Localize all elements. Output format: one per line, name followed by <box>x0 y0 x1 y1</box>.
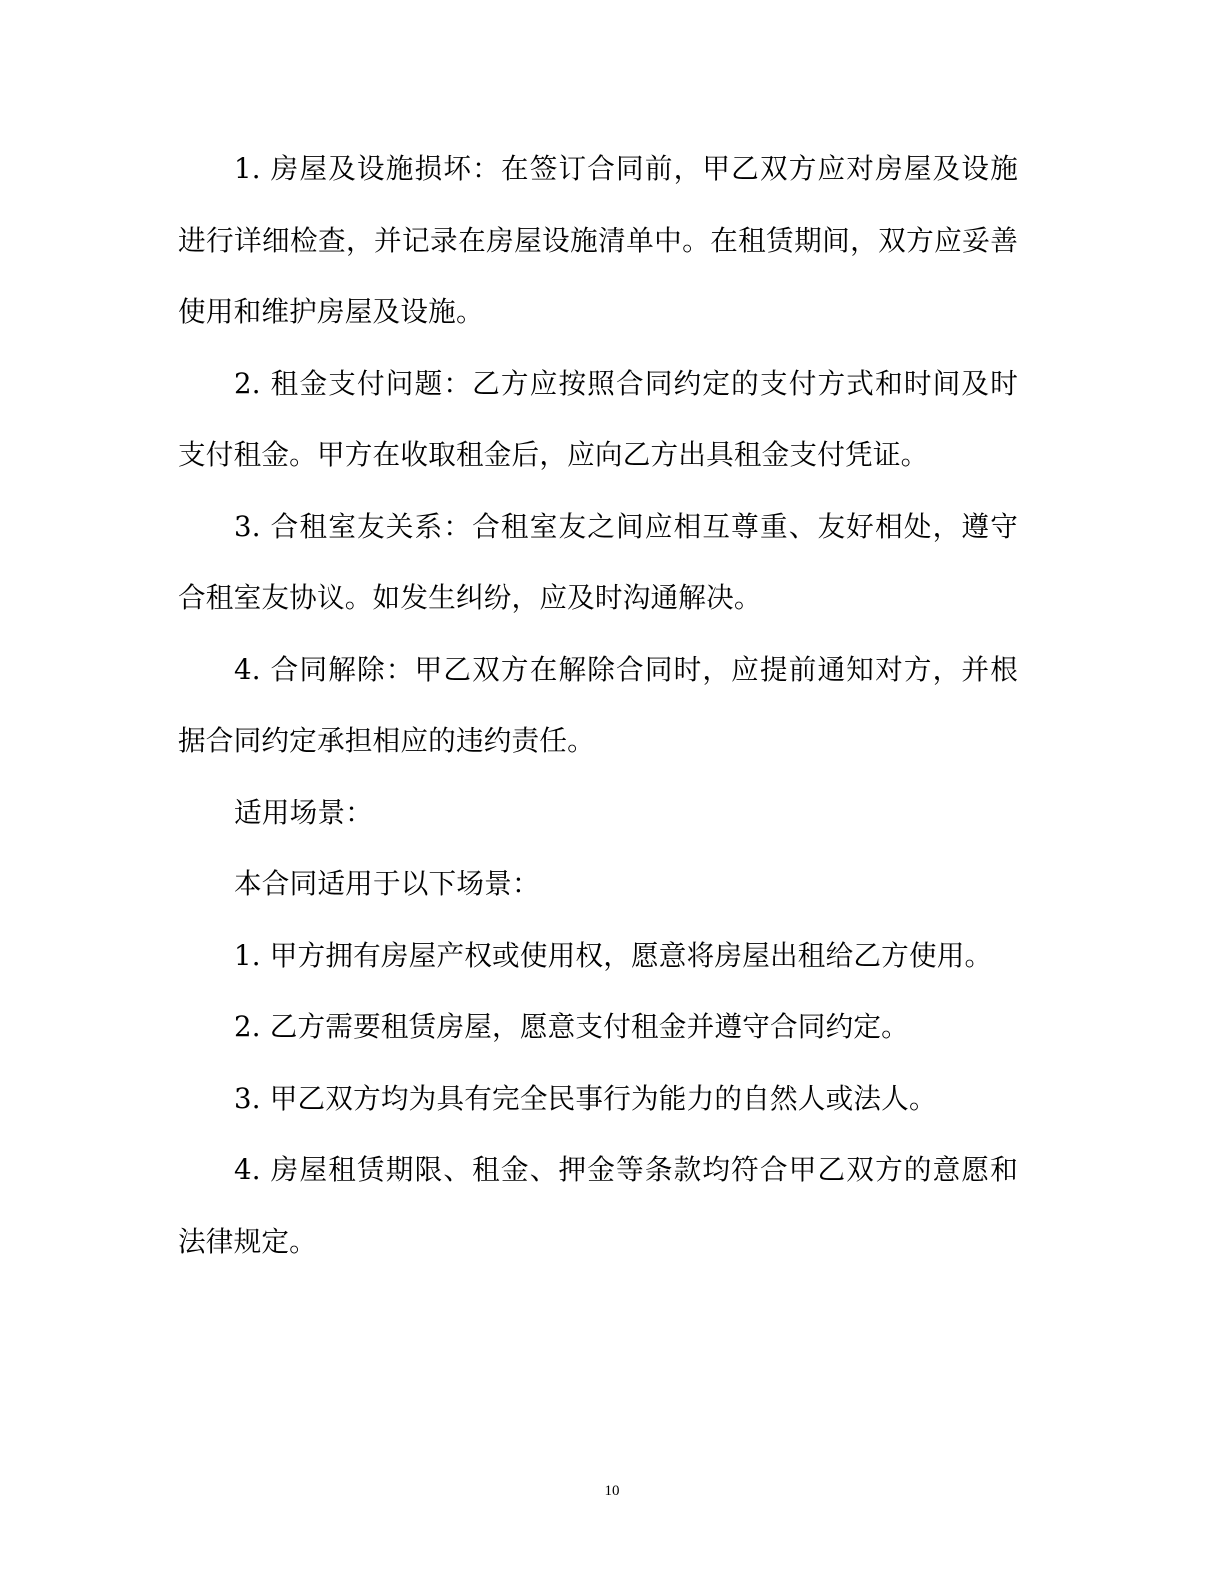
paragraph-scenario-2: 2. 乙方需要租赁房屋，愿意支付租金并遵守合同约定。 <box>234 1010 909 1043</box>
page-number: 10 <box>604 1483 620 1499</box>
paragraph-roommate-clause: 3. 合租室友关系：合租室友之间应相互尊重、友好相处，遵守合租室友协议。如发生纠纷，应及时沟通解决。 <box>178 509 1018 614</box>
paragraph-scenario-3: 3. 甲乙双方均为具有完全民事行为能力的自然人或法人。 <box>234 1081 937 1115</box>
paragraph-rent-payment-clause: 2. 租金支付问题：乙方应按照合同约定的支付方式和时间及时支付租金。甲方在收取租金后，应向乙方出具租金支付凭证。 <box>178 366 1018 471</box>
paragraph-termination-clause: 4. 合同解除：甲乙双方在解除合同时，应提前通知对方，并根据合同约定承担相应的违约责任。 <box>178 652 1018 757</box>
paragraph-scenarios-intro: 本合同适用于以下场景： <box>234 867 540 900</box>
paragraph-scenario-4: 4. 房屋租赁期限、租金、押金等条款均符合甲乙双方的意愿和法律规定。 <box>178 1153 1018 1258</box>
document-body <box>178 133 1018 1277</box>
paragraph-scenario-1: 1. 甲方拥有房屋产权或使用权，愿意将房屋出租给乙方使用。 <box>234 938 993 972</box>
section-heading-applicable-scenarios: 适用场景： <box>234 795 373 829</box>
paragraph-damage-clause: 1. 房屋及设施损坏：在签订合同前，甲乙双方应对房屋及设施进行详细检查，并记录在房屋设施清单中。在租赁期间，双方应妥善使用和维护房屋及设施。 <box>178 152 1018 328</box>
